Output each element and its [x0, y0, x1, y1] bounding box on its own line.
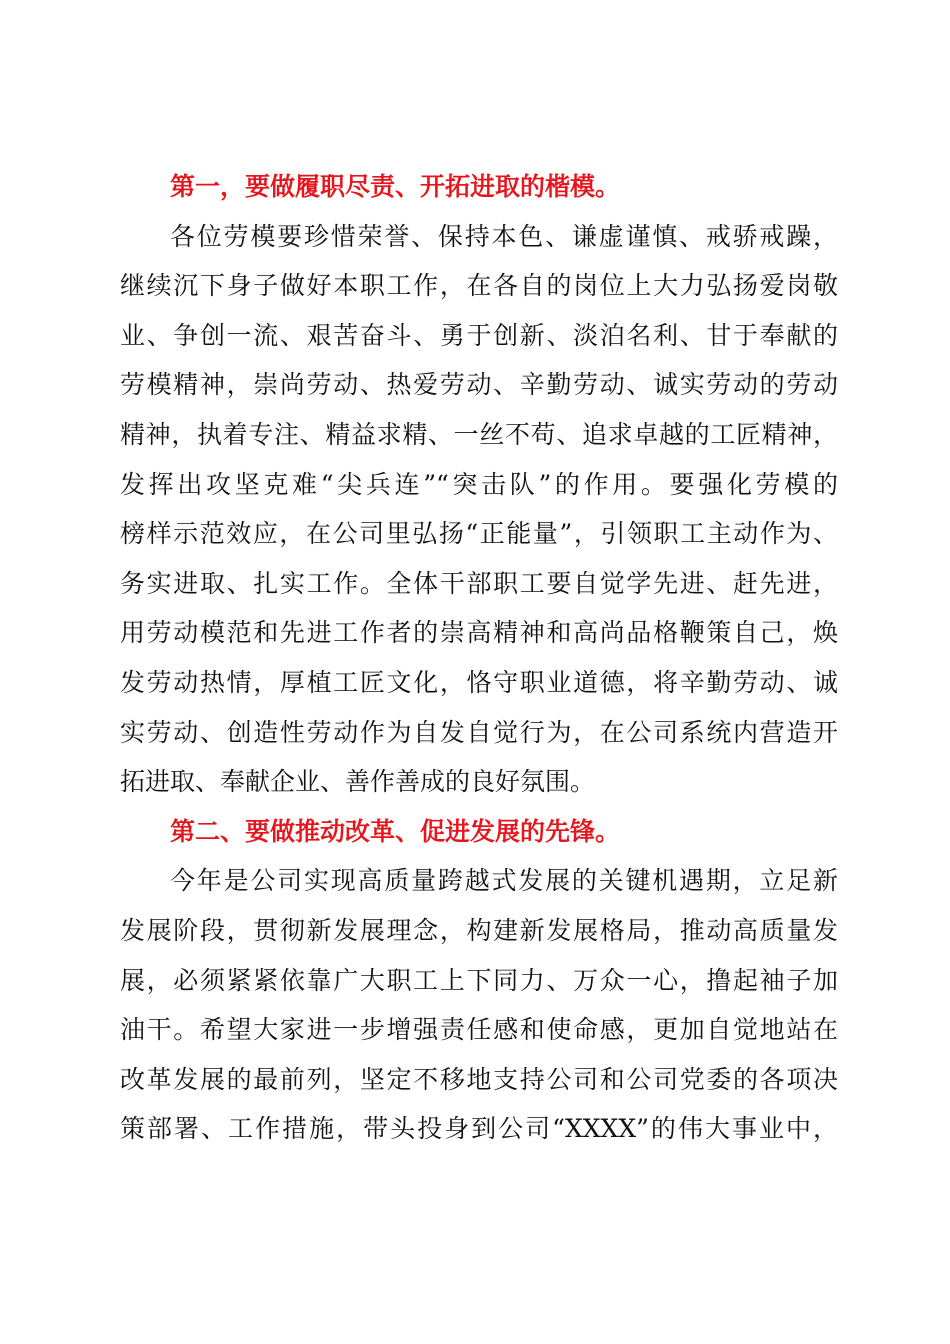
paragraph-line: 榜样示范效应，在公司里弘扬“正能量”，引领职工主动作为、	[120, 519, 838, 549]
document-body	[120, 162, 838, 1154]
paragraph-line: 油干。希望大家进一步增强责任感和使命感，更加自觉地站在	[120, 1015, 838, 1045]
paragraph-line: 今年是公司实现高质量跨越式发展的关键机遇期，立足新	[170, 866, 838, 896]
paragraph-line: 各位劳模要珍惜荣誉、保持本色、谦虚谨慎、戒骄戒躁，	[170, 221, 838, 251]
paragraph-line: 策部署、工作措施，带头投身到公司“XXXX”的伟大事业中，	[120, 1114, 838, 1144]
paragraph-line: 发劳动热情，厚植工匠文化，恪守职业道德，将辛勤劳动、诚	[120, 667, 838, 697]
paragraph-line: 继续沉下身子做好本职工作，在各自的岗位上大力弘扬爱岗敬	[120, 271, 838, 301]
paragraph-line: 发展阶段，贯彻新发展理念，构建新发展格局，推动高质量发	[120, 915, 838, 945]
section-heading-1: 第一，要做履职尽责、开拓进取的楷模。	[170, 172, 621, 201]
paragraph-line: 发挥出攻坚克难“尖兵连”“突击队”的作用。要强化劳模的	[120, 469, 838, 499]
paragraph-line: 改革发展的最前列，坚定不移地支持公司和公司党委的各项决	[120, 1064, 838, 1094]
paragraph-line: 展，必须紧紧依靠广大职工上下同力、万众一心，撸起袖子加	[120, 965, 838, 995]
paragraph-line: 务实进取、扎实工作。全体干部职工要自觉学先进、赶先进，	[120, 568, 838, 598]
section-heading-2: 第二、要做推动改革、促进发展的先锋。	[170, 816, 621, 846]
paragraph-line: 精神，执着专注、精益求精、一丝不苟、追求卓越的工匠精神，	[120, 419, 838, 449]
paragraph-line: 劳模精神，崇尚劳动、热爱劳动、辛勤劳动、诚实劳动的劳动	[120, 370, 838, 400]
paragraph-line: 用劳动模范和先进工作者的崇高精神和高尚品格鞭策自己，焕	[120, 618, 838, 648]
paragraph-line: 拓进取、奉献企业、善作善成的良好氛围。	[120, 767, 596, 797]
paragraph-line: 业、争创一流、艰苦奋斗、勇于创新、淡泊名利、甘于奉献的	[120, 320, 838, 350]
paragraph-line: 实劳动、创造性劳动作为自发自觉行为，在公司系统内营造开	[120, 717, 838, 747]
